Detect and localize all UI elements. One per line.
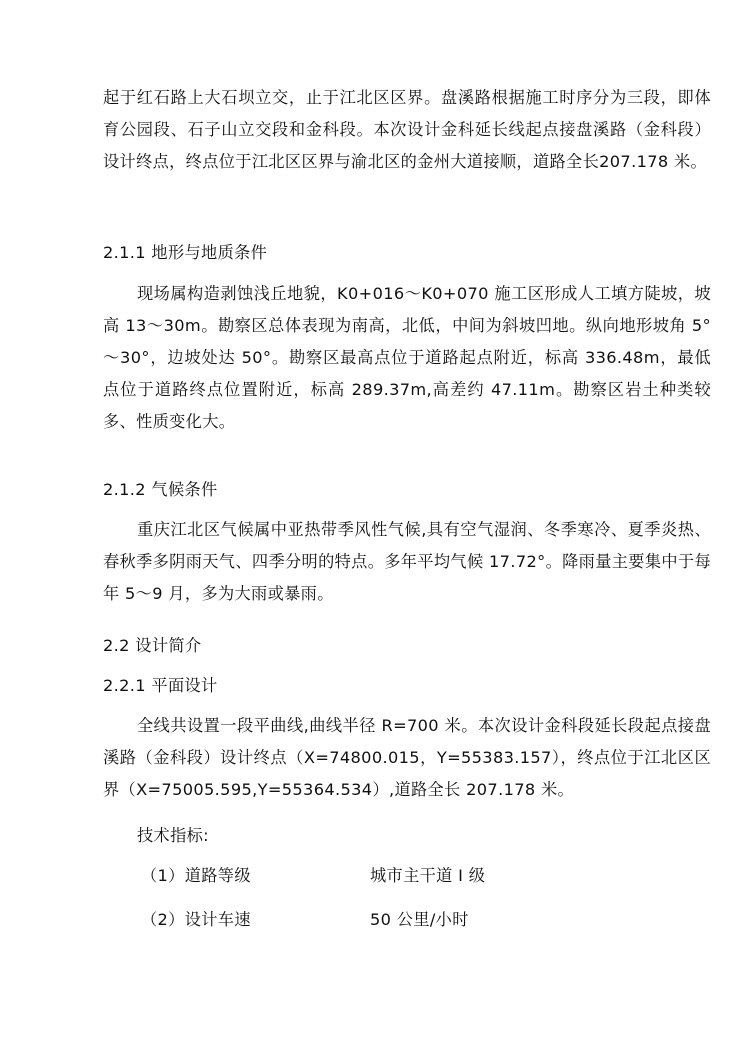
climate-paragraph: 重庆江北区气候属中亚热带季风性气候,具有空气湿润、冬季寒冷、夏季炎热、春秋季多阴雨天气、四季分明的特点。多年平均气候 17.72°。降雨量主要集中于每年 5～9 月，多为大雨或暴雨。 [103,520,711,603]
spec-row [141,860,701,892]
terrain-geology-paragraph: 现场属构造剥蚀浅丘地貌，K0+016～K0+070 施工区形成人工填方陡坡，坡高 13～30m。勘察区总体表现为南高，北低，中间为斜坡凹地。纵向地形坡角 5°～30°，边坡处达 50°。勘察区最高点位于道路起点附近，标高 336.48m，最低点位于道路终点位置附近，标高 289.37m,高差约 47.11m。勘察区岩土种类较多、性质变化大。 [103,284,711,431]
spec-value-road-grade: 城市主干道 I 级 [370,866,486,885]
spec-row [141,904,701,936]
tech-indicators-label: 技术指标: [137,826,209,845]
plane-design-paragraph: 全线共设置一段平曲线,曲线半径 R=700 米。本次设计金科段延长段起点接盘溪路（金科段）设计终点（X=74800.015，Y=55383.157），终点位于江北区区界（X=75005.595,Y=55364.534）,道路全长 207.178 米。 [103,716,711,799]
heading-design-intro: 2.2 设计简介 [103,636,202,655]
spec-value-design-speed: 50 公里/小时 [370,910,469,929]
heading-terrain-geology: 2.1.1 地形与地质条件 [103,243,268,262]
heading-climate: 2.1.2 气候条件 [103,480,218,499]
intro-paragraph: 起于红石路上大石坝立交，止于江北区区界。盘溪路根据施工时序分为三段，即体育公园段、石子山立交段和金科段。本次设计金科延长线起点接盘溪路（金科段）设计终点，终点位于江北区区界与渝北区的金州大道接顺，道路全长207.178 米。 [103,88,711,171]
spec-item-road-grade: （1）道路等级 [141,866,251,885]
heading-plane-design: 2.2.1 平面设计 [103,676,218,695]
spec-item-design-speed: （2）设计车速 [141,910,251,929]
